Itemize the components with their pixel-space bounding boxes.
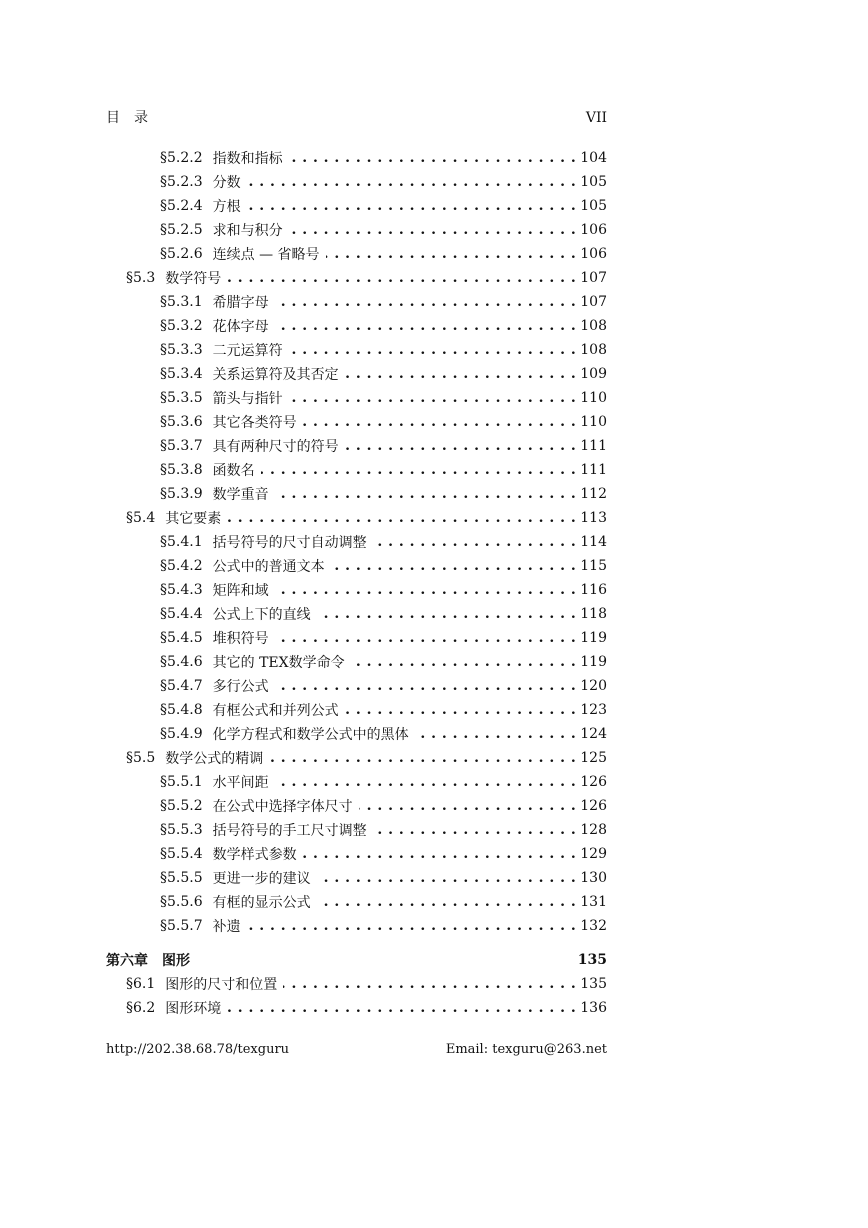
entry-title: 有框公式和并列公式 xyxy=(212,703,339,719)
entry-number: §5.4.9 xyxy=(160,726,203,742)
toc-subsection-entry[interactable] xyxy=(106,866,607,890)
entry-title: 括号符号的尺寸自动调整 xyxy=(212,535,367,551)
document-page xyxy=(106,0,607,1228)
dot-leader xyxy=(415,722,577,746)
entry-page-number: 106 xyxy=(580,246,607,262)
dot-leader xyxy=(275,482,577,506)
entry-title: 关系运算符及其否定 xyxy=(212,367,339,383)
entry-page-number: 114 xyxy=(580,534,607,550)
dot-leader xyxy=(326,242,577,266)
dot-leader xyxy=(275,314,577,338)
chapter-number: 第六章 xyxy=(106,953,148,969)
dot-leader xyxy=(275,674,577,698)
dot-leader xyxy=(275,626,577,650)
dot-leader xyxy=(331,554,577,578)
entry-page-number: 111 xyxy=(580,438,607,454)
entry-page-number: 124 xyxy=(580,726,607,742)
toc-subsection-entry[interactable] xyxy=(106,578,607,602)
entry-number: §5.2.5 xyxy=(160,222,203,238)
dot-leader xyxy=(261,458,577,482)
entry-title: 数学样式参数 xyxy=(212,847,297,863)
entry-number: §5.5 xyxy=(126,750,156,766)
entry-number: §5.4.4 xyxy=(160,606,203,622)
entry-page-number: 108 xyxy=(580,342,607,358)
dot-leader xyxy=(227,266,576,290)
toc-subsection-entry[interactable] xyxy=(106,386,607,410)
entry-number: §5.4.5 xyxy=(160,630,203,646)
table-of-contents xyxy=(106,146,607,1020)
dot-leader xyxy=(317,866,577,890)
entry-number: §5.4.8 xyxy=(160,702,203,718)
toc-subsection-entry[interactable] xyxy=(106,818,607,842)
dot-leader xyxy=(227,996,576,1020)
running-footer xyxy=(106,1040,607,1060)
toc-subsection-entry[interactable] xyxy=(106,146,607,170)
entry-title: 更进一步的建议 xyxy=(212,871,311,887)
entry-page-number: 128 xyxy=(580,822,607,838)
entry-number: §5.5.6 xyxy=(160,894,203,910)
entry-page-number: 105 xyxy=(580,174,607,190)
toc-subsection-entry[interactable] xyxy=(106,410,607,434)
entry-page-number: 115 xyxy=(580,558,607,574)
entry-title: 括号符号的手工尺寸调整 xyxy=(212,823,367,839)
footer-email[interactable]: Email: texguru@263.net xyxy=(445,1042,607,1057)
entry-title: 数学重音 xyxy=(212,487,269,503)
dot-leader xyxy=(289,338,577,362)
entry-number: §5.5.7 xyxy=(160,918,203,934)
entry-page-number: 106 xyxy=(580,222,607,238)
dot-leader xyxy=(289,218,577,242)
dot-leader xyxy=(289,146,577,170)
entry-page-number: 135 xyxy=(580,976,607,992)
chapter-title: 图形 xyxy=(162,953,190,969)
toc-section-entry[interactable] xyxy=(106,746,607,770)
entry-number: §5.3.1 xyxy=(160,294,203,310)
entry-title: 在公式中选择字体尺寸 xyxy=(212,799,353,815)
entry-page-number: 126 xyxy=(580,774,607,790)
entry-number: §5.3.5 xyxy=(160,390,203,406)
toc-entries-chapter-6 xyxy=(106,972,607,1020)
entry-number: §5.5.4 xyxy=(160,846,203,862)
footer-url[interactable]: http://202.38.68.78/texguru xyxy=(106,1042,290,1057)
dot-leader xyxy=(275,290,577,314)
entry-page-number: 107 xyxy=(580,270,607,286)
toc-subsection-entry[interactable] xyxy=(106,674,607,698)
toc-subsection-entry[interactable] xyxy=(106,434,607,458)
entry-page-number: 110 xyxy=(580,390,607,406)
entry-number: §5.5.5 xyxy=(160,870,203,886)
entry-number: §5.5.1 xyxy=(160,774,203,790)
toc-subsection-entry[interactable] xyxy=(106,482,607,506)
toc-subsection-entry[interactable] xyxy=(106,842,607,866)
entry-page-number: 111 xyxy=(580,462,607,478)
header-title: 目录 xyxy=(106,110,162,126)
entry-title: 数学符号 xyxy=(165,271,222,287)
entry-number: §5.2.4 xyxy=(160,198,203,214)
entry-page-number: 110 xyxy=(580,414,607,430)
dot-leader xyxy=(317,602,577,626)
entry-number: §5.4.3 xyxy=(160,582,203,598)
running-header xyxy=(106,108,607,128)
entry-page-number: 136 xyxy=(580,1000,607,1016)
entry-page-number: 130 xyxy=(580,870,607,886)
dot-leader xyxy=(303,842,577,866)
toc-entries-chapter-5 xyxy=(106,146,607,938)
entry-number: §5.3.6 xyxy=(160,414,203,430)
entry-title: 图形环境 xyxy=(165,1001,222,1017)
entry-number: §6.2 xyxy=(126,1000,156,1016)
chapter-page-number: 135 xyxy=(577,952,607,968)
entry-page-number: 109 xyxy=(580,366,607,382)
dot-leader xyxy=(289,386,577,410)
entry-number: §5.2.3 xyxy=(160,174,203,190)
entry-title: 指数和指标 xyxy=(212,151,283,167)
entry-title: 水平间距 xyxy=(212,775,269,791)
toc-subsection-entry[interactable] xyxy=(106,170,607,194)
entry-page-number: 105 xyxy=(580,198,607,214)
entry-title: 箭头与指针 xyxy=(212,391,283,407)
dot-leader xyxy=(275,770,577,794)
entry-title: 其它的 TEX数学命令 xyxy=(212,655,345,671)
dot-leader xyxy=(373,530,577,554)
toc-subsection-entry[interactable] xyxy=(106,242,607,266)
toc-subsection-entry[interactable] xyxy=(106,554,607,578)
toc-subsection-entry[interactable] xyxy=(106,890,607,914)
entry-number: §5.3.8 xyxy=(160,462,203,478)
toc-section-entry[interactable] xyxy=(106,506,607,530)
entry-title: 公式上下的直线 xyxy=(212,607,311,623)
entry-title: 多行公式 xyxy=(212,679,269,695)
dot-leader xyxy=(351,650,577,674)
dot-leader xyxy=(269,746,576,770)
dot-leader xyxy=(345,362,577,386)
entry-title: 花体字母 xyxy=(212,319,269,335)
entry-title: 其它要素 xyxy=(165,511,222,527)
entry-title: 具有两种尺寸的符号 xyxy=(212,439,339,455)
entry-page-number: 125 xyxy=(580,750,607,766)
entry-title: 二元运算符 xyxy=(212,343,283,359)
entry-title: 函数名 xyxy=(212,463,255,479)
toc-chapter-entry[interactable] xyxy=(106,948,607,972)
toc-subsection-entry[interactable] xyxy=(106,314,607,338)
entry-number: §5.4.1 xyxy=(160,534,203,550)
entry-title: 分数 xyxy=(212,175,241,191)
entry-page-number: 118 xyxy=(580,606,607,622)
dot-leader xyxy=(359,794,577,818)
entry-number: §5.3.9 xyxy=(160,486,203,502)
entry-number: §5.3.3 xyxy=(160,342,203,358)
toc-subsection-entry[interactable] xyxy=(106,770,607,794)
toc-subsection-entry[interactable] xyxy=(106,458,607,482)
dot-leader xyxy=(247,914,577,938)
toc-subsection-entry[interactable] xyxy=(106,626,607,650)
toc-section-entry[interactable] xyxy=(106,266,607,290)
dot-leader xyxy=(283,972,576,996)
toc-subsection-entry[interactable] xyxy=(106,914,607,938)
dot-leader xyxy=(345,434,577,458)
toc-subsection-entry[interactable] xyxy=(106,194,607,218)
entry-title: 有框的显示公式 xyxy=(212,895,311,911)
dot-leader xyxy=(303,410,577,434)
dot-leader xyxy=(373,818,577,842)
toc-subsection-entry[interactable] xyxy=(106,602,607,626)
entry-title: 矩阵和域 xyxy=(212,583,269,599)
entry-page-number: 123 xyxy=(580,702,607,718)
entry-title: 其它各类符号 xyxy=(212,415,297,431)
toc-section-entry[interactable] xyxy=(106,972,607,996)
entry-title: 连续点 — 省略号 xyxy=(212,247,320,263)
entry-page-number: 132 xyxy=(580,918,607,934)
entry-title: 化学方程式和数学公式中的黑体 xyxy=(212,727,409,743)
entry-number: §5.3.4 xyxy=(160,366,203,382)
entry-number: §5.4.7 xyxy=(160,678,203,694)
entry-title: 补遗 xyxy=(212,919,241,935)
entry-title: 公式中的普通文本 xyxy=(212,559,325,575)
entry-title: 堆积符号 xyxy=(212,631,269,647)
toc-subsection-entry[interactable] xyxy=(106,218,607,242)
dot-leader xyxy=(247,194,577,218)
entry-number: §5.2.6 xyxy=(160,246,203,262)
entry-page-number: 116 xyxy=(580,582,607,598)
dot-leader xyxy=(345,698,577,722)
toc-subsection-entry[interactable] xyxy=(106,530,607,554)
entry-number: §5.4.6 xyxy=(160,654,203,670)
entry-page-number: 113 xyxy=(580,510,607,526)
entry-page-number: 119 xyxy=(580,630,607,646)
dot-leader xyxy=(275,578,577,602)
entry-title: 图形的尺寸和位置 xyxy=(165,977,278,993)
header-page-number: VII xyxy=(585,110,607,126)
entry-page-number: 104 xyxy=(580,150,607,166)
toc-subsection-entry[interactable] xyxy=(106,362,607,386)
entry-page-number: 129 xyxy=(580,846,607,862)
toc-subsection-entry[interactable] xyxy=(106,650,607,674)
toc-subsection-entry[interactable] xyxy=(106,794,607,818)
entry-number: §5.5.2 xyxy=(160,798,203,814)
toc-subsection-entry[interactable] xyxy=(106,338,607,362)
entry-page-number: 120 xyxy=(580,678,607,694)
entry-number: §5.5.3 xyxy=(160,822,203,838)
entry-number: §5.3.7 xyxy=(160,438,203,454)
entry-page-number: 107 xyxy=(580,294,607,310)
entry-page-number: 126 xyxy=(580,798,607,814)
entry-number: §5.3.2 xyxy=(160,318,203,334)
entry-number: §5.4.2 xyxy=(160,558,203,574)
entry-title: 方根 xyxy=(212,199,241,215)
dot-leader xyxy=(227,506,576,530)
dot-leader xyxy=(247,170,577,194)
toc-section-entry[interactable] xyxy=(106,996,607,1020)
toc-subsection-entry[interactable] xyxy=(106,698,607,722)
entry-page-number: 112 xyxy=(580,486,607,502)
entry-page-number: 108 xyxy=(580,318,607,334)
entry-number: §6.1 xyxy=(126,976,156,992)
entry-title: 希腊字母 xyxy=(212,295,269,311)
entry-number: §5.4 xyxy=(126,510,156,526)
entry-number: §5.3 xyxy=(126,270,156,286)
toc-subsection-entry[interactable] xyxy=(106,290,607,314)
dot-leader xyxy=(317,890,577,914)
entry-page-number: 119 xyxy=(580,654,607,670)
entry-title: 求和与积分 xyxy=(212,223,283,239)
entry-title: 数学公式的精调 xyxy=(165,751,264,767)
entry-number: §5.2.2 xyxy=(160,150,203,166)
toc-subsection-entry[interactable] xyxy=(106,722,607,746)
entry-page-number: 131 xyxy=(580,894,607,910)
